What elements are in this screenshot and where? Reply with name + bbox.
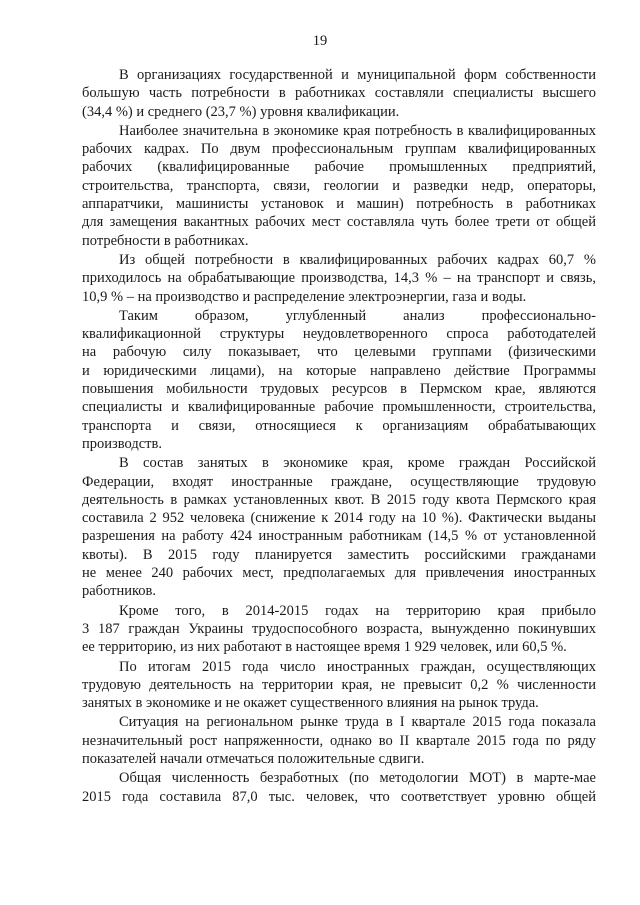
page-number: 19 [312, 33, 328, 49]
text-line: строительства, транспорта, связи, геологии и разведки недр, операторы, [82, 177, 596, 194]
text-line: незначительный рост напряженности, однако во II квартале 2015 года по ряду [82, 732, 596, 749]
text-line: 3 187 граждан Украины трудоспособного возраста, вынужденно покинувших [82, 620, 596, 637]
text-line: производств. [82, 435, 162, 452]
text-line: Федерации, входят иностранные граждане, осуществляющие трудовую [82, 473, 596, 490]
paragraph [82, 713, 596, 768]
text-line: квалификационной структуры неудовлетворенного спроса работодателей [82, 326, 596, 343]
text-line: показателей начали отмечаться положительные сдвиги. [82, 750, 425, 767]
paragraph [82, 66, 596, 121]
text-line: специалисты и квалифицированные рабочие промышленности, строительства, [82, 399, 596, 416]
text-line: большую часть потребности в работниках составляли специалисты высшего [82, 85, 596, 102]
text-line: В организациях государственной и муниципальной форм собственности [119, 67, 596, 83]
text-line: составила 2 952 человека (снижение к 2014 году на 10 %). Фактически выданы [82, 510, 596, 527]
text-line: Таким образом, углубленный анализ профессионально- [119, 307, 596, 324]
paragraph [82, 251, 596, 306]
text-line: В состав занятых в экономике края, кроме граждан Российской [119, 455, 596, 472]
text-line: деятельность в рамках установленных квот. В 2015 году квота Пермского края [82, 491, 596, 508]
paragraph [82, 658, 596, 713]
text-line: Общая численность безработных (по методологии МОТ) в марте-мае [119, 770, 596, 787]
text-line: Наиболее значительна в экономике края потребность в квалифицированных [119, 122, 596, 139]
text-line: аппаратчики, машинисты установок и машин) потребность в работниках [82, 196, 596, 213]
text-line: занятых в экономике и не окажет существенного влияния на рынок труда. [82, 695, 539, 712]
text-line: квоты). В 2015 году планируется заместить российскими гражданами [82, 546, 596, 563]
text-line: для замещения вакантных рабочих мест составляла чуть более трети от общей [82, 214, 596, 231]
text-line: работников. [82, 583, 157, 600]
text-line: Из общей потребности в квалифицированных рабочих кадрах 60,7 % [119, 251, 596, 268]
text-line: (34,4 %) и среднего (23,7 %) уровня квалификации. [82, 103, 400, 120]
text-line: рабочих кадрах. По двум профессиональным группам квалифицированных [82, 141, 596, 158]
paragraph [82, 602, 596, 657]
document-body [82, 66, 596, 807]
text-line: приходилось на обрабатывающие производства, 14,3 % – на транспорт и связь, [82, 270, 596, 287]
text-line: не менее 240 рабочих мест, предполагаемых для привлечения иностранных [82, 565, 596, 582]
text-line: транспорта и связи, относящиеся к организациям обрабатывающих [82, 417, 596, 434]
text-line: 2015 года составила 87,0 тыс. человек, что соответствует уровню общей [82, 788, 596, 805]
text-line: ее территорию, из них работают в настоящее время 1 929 человек, или 60,5 %. [82, 639, 567, 656]
text-line: повышения мобильности трудовых ресурсов в Пермском крае, являются [82, 381, 596, 398]
text-line: По итогам 2015 года число иностранных граждан, осуществляющих [119, 658, 596, 675]
text-line: потребности в работниках. [82, 232, 249, 249]
paragraph [82, 769, 596, 806]
text-line: разрешения на работу 424 иностранным работникам (14,5 % от установленной [82, 528, 596, 545]
paragraph [82, 307, 596, 453]
text-line: рабочих (квалифицированные рабочие промышленных предприятий, [82, 159, 596, 176]
paragraph [82, 122, 596, 250]
text-line: и юридическими лицами), на которые направлено действие Программы [82, 362, 596, 379]
paragraph [82, 454, 596, 600]
text-line: Кроме того, в 2014-2015 годах на территорию края прибыло [119, 602, 596, 619]
text-line: Ситуация на региональном рынке труда в I квартале 2015 года показала [119, 714, 596, 731]
text-line: 10,9 % – на производство и распределение электроэнергии, газа и воды. [82, 288, 527, 305]
text-line: на рабочую силу показывает, что целевыми группами (физическими [82, 344, 596, 361]
text-line: трудовую деятельность на территории края, не превысит 0,2 % численности [82, 676, 596, 693]
